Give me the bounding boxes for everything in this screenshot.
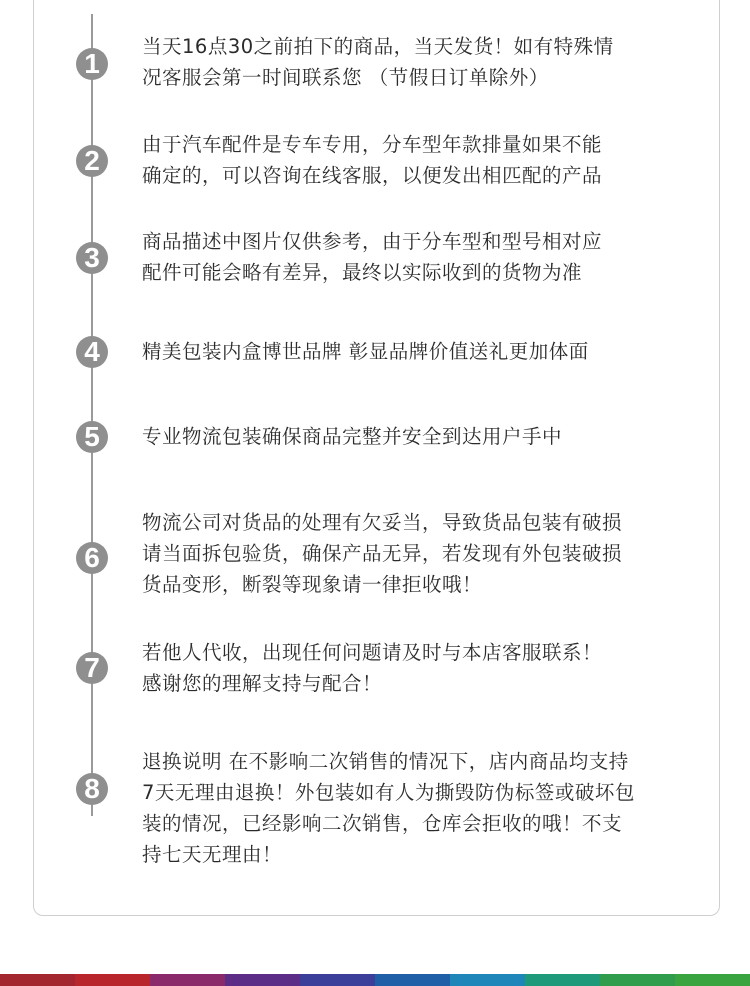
step-text-3: 商品描述中图片仅供参考，由于分车型和型号相对应 配件可能会略有差异，最终以实际收到的货物为准 xyxy=(142,230,603,284)
step-number-6: 6 xyxy=(76,542,108,574)
stripe-segment-9 xyxy=(600,974,675,986)
step-text-2: 由于汽车配件是专车专用，分车型年款排量如果不能 确定的，可以咨询在线客服，以便发出相匹配的产品 xyxy=(142,133,603,187)
step-text-8: 退换说明 在不影响二次销售的情况下，店内商品均支持 7天无理由退换！外包装如有人为撕毁防伪标签或破坏包 装的情况，已经影响二次销售，仓库会拒收的哦！不支 持七天无理由！ xyxy=(142,750,635,866)
step-number-3: 3 xyxy=(76,242,108,274)
step-text-4: 精美包装内盒博世品牌 彰显品牌价值送礼更加体面 xyxy=(142,340,589,363)
stripe-segment-4 xyxy=(225,974,300,986)
stripe-segment-5 xyxy=(300,974,375,986)
stripe-segment-1 xyxy=(0,974,75,986)
bottom-color-stripe xyxy=(0,974,750,986)
stripe-segment-7 xyxy=(450,974,525,986)
step-number-5: 5 xyxy=(76,421,108,453)
step-number-4: 4 xyxy=(76,336,108,368)
stripe-segment-8 xyxy=(525,974,600,986)
step-text-1: 当天16点30之前拍下的商品，当天发货！如有特殊情 况客服会第一时间联系您 （节假日订单除外） xyxy=(142,35,614,89)
step-number-8: 8 xyxy=(76,773,108,805)
step-number-1: 1 xyxy=(76,48,108,80)
step-text-7: 若他人代收，出现任何问题请及时与本店客服联系！ 感谢您的理解支持与配合！ xyxy=(142,641,603,695)
stripe-segment-3 xyxy=(150,974,225,986)
stripe-segment-6 xyxy=(375,974,450,986)
step-text-5: 专业物流包装确保商品完整并安全到达用户手中 xyxy=(142,425,563,448)
step-number-2: 2 xyxy=(76,145,108,177)
timeline-line xyxy=(91,14,93,816)
step-text-6: 物流公司对货品的处理有欠妥当，导致货品包装有破损 请当面拆包验货，确保产品无异，若发现有外包装破损 货品变形，断裂等现象请一律拒收哦！ xyxy=(142,511,623,596)
stripe-segment-2 xyxy=(75,974,150,986)
step-number-7: 7 xyxy=(76,652,108,684)
stripe-segment-10 xyxy=(675,974,750,986)
